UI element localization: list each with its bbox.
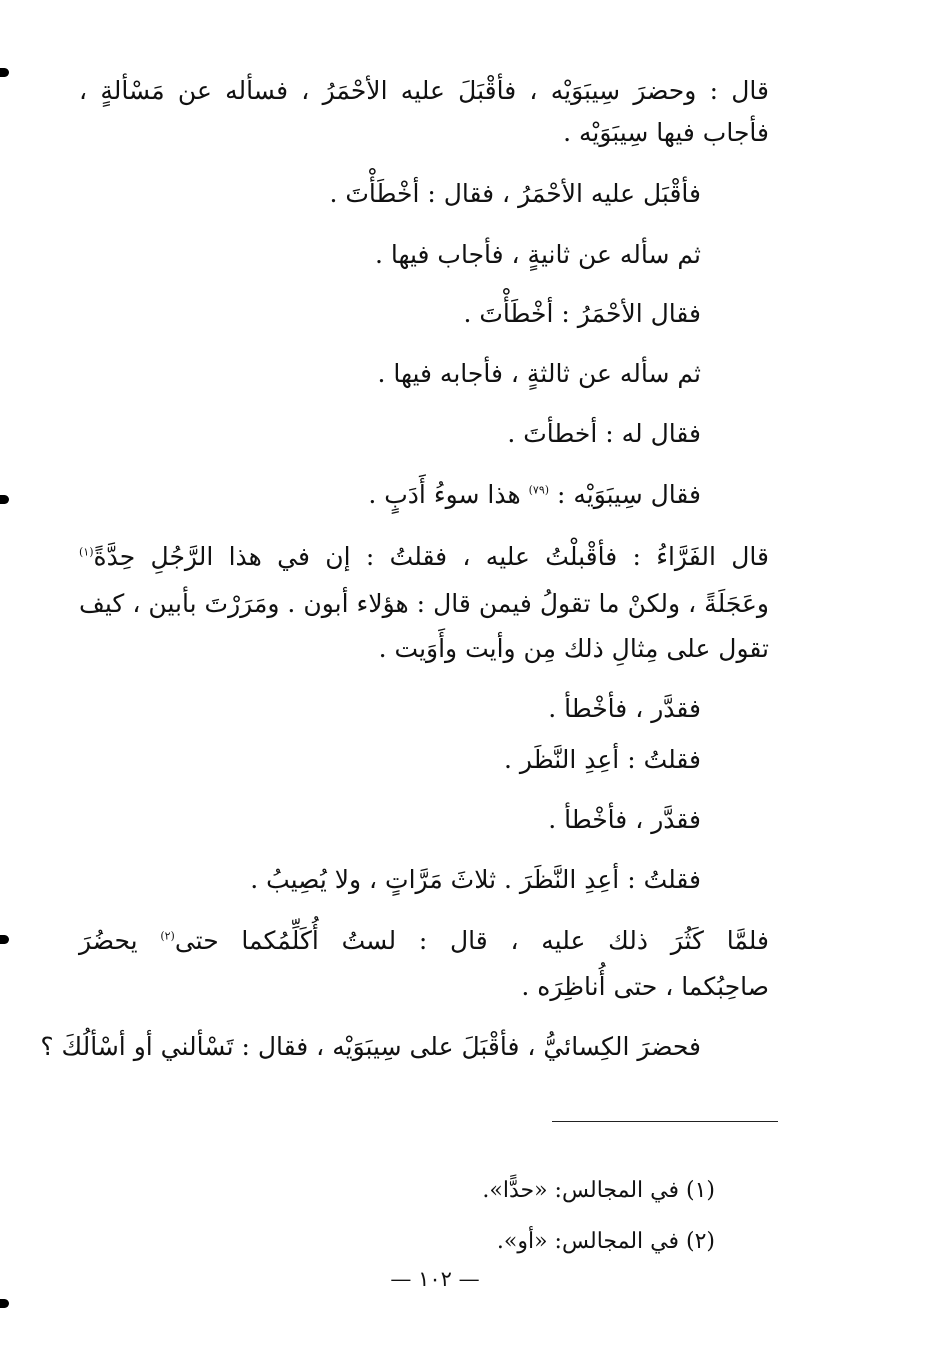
text-line: فأجاب فيها سِيبَوَيْه . <box>563 118 769 147</box>
footnote-marker-1: (١) <box>79 545 94 559</box>
page-number: — ١٠٢ — <box>390 1267 480 1291</box>
text-line: فحضرَ الكِسائيُّ ، فأقْبَلَ على سِيبَوَيْه ، فقال : تَسْألني أو أسْألُكَ ؟ <box>40 1032 701 1061</box>
scan-margin-mark <box>0 495 9 504</box>
scan-margin-mark <box>0 935 9 944</box>
folio-reference: (٧٩) <box>528 483 550 497</box>
text-line <box>79 924 769 958</box>
text-line: فقدَّر ، فأخْطأ . <box>548 805 701 834</box>
text-line: فأقْبَل عليه الأحْمَرُ ، فقال : أخْطَأْتَ . <box>329 179 701 208</box>
text-line: فقلتُ : أعِدِ النَّظَرَ . ثلاثَ مَرَّاتٍ ، ولا يُصِيبُ . <box>250 865 701 894</box>
text-line: فقال له : أخطأتَ . <box>507 419 701 448</box>
text-line: ثم سأله عن ثانيةٍ ، فأجاب فيها . <box>374 240 701 269</box>
scan-margin-mark <box>0 68 9 77</box>
text-segment: فقال سِيبَوَيْه : <box>556 480 701 509</box>
text-line: فقدَّر ، فأخْطأ . <box>548 694 701 723</box>
text-line: وعَجَلَةً ، ولكنْ ما تقولُ فيمن قال : هؤلاء أبون . ومَرَرْتَ بأبين ، كيف <box>79 589 769 618</box>
text-line: ثم سأله عن ثالثةٍ ، فأجابه فيها . <box>377 359 701 388</box>
text-line: تقول على مِثالِ ذلك مِن وأيت وأَوَيت . <box>378 634 769 663</box>
text-line <box>79 540 769 574</box>
footnote-separator <box>552 1121 778 1122</box>
text-line: صاحِبُكما ، حتى أُناظِرَه . <box>521 972 769 1001</box>
scan-margin-mark <box>0 1299 9 1308</box>
text-line: فقال الأحْمَرُ : أخْطَأْتَ . <box>463 299 701 328</box>
text-segment: يحضُرَ <box>79 926 138 955</box>
text-line <box>368 478 701 512</box>
text-line: قال : وحضرَ سِيبَوَيْه ، فأقْبَلَ عليه الأحْمَرُ ، فسأله عن مَسْألةٍ ، <box>79 76 769 105</box>
text-line: فقلتُ : أعِدِ النَّظَر . <box>504 745 701 774</box>
footnote-2: (٢) في المجالس: «أو». <box>496 1229 715 1254</box>
text-segment: هذا سوءُ أَدَبٍ . <box>368 480 521 509</box>
footnote-marker-2: (٢) <box>160 929 175 943</box>
footnote-1: (١) في المجالس: «حدًّا». <box>482 1178 715 1203</box>
text-segment: فلمَّا كَثُرَ ذلك عليه ، قال : لستُ أُكَلِّمُكما حتى <box>174 926 769 955</box>
text-segment: قال الفَرَّاءُ : فأقْبلْتُ عليه ، فقلتُ : إن في هذا الرَّجُلِ حِدَّةً <box>93 542 769 571</box>
